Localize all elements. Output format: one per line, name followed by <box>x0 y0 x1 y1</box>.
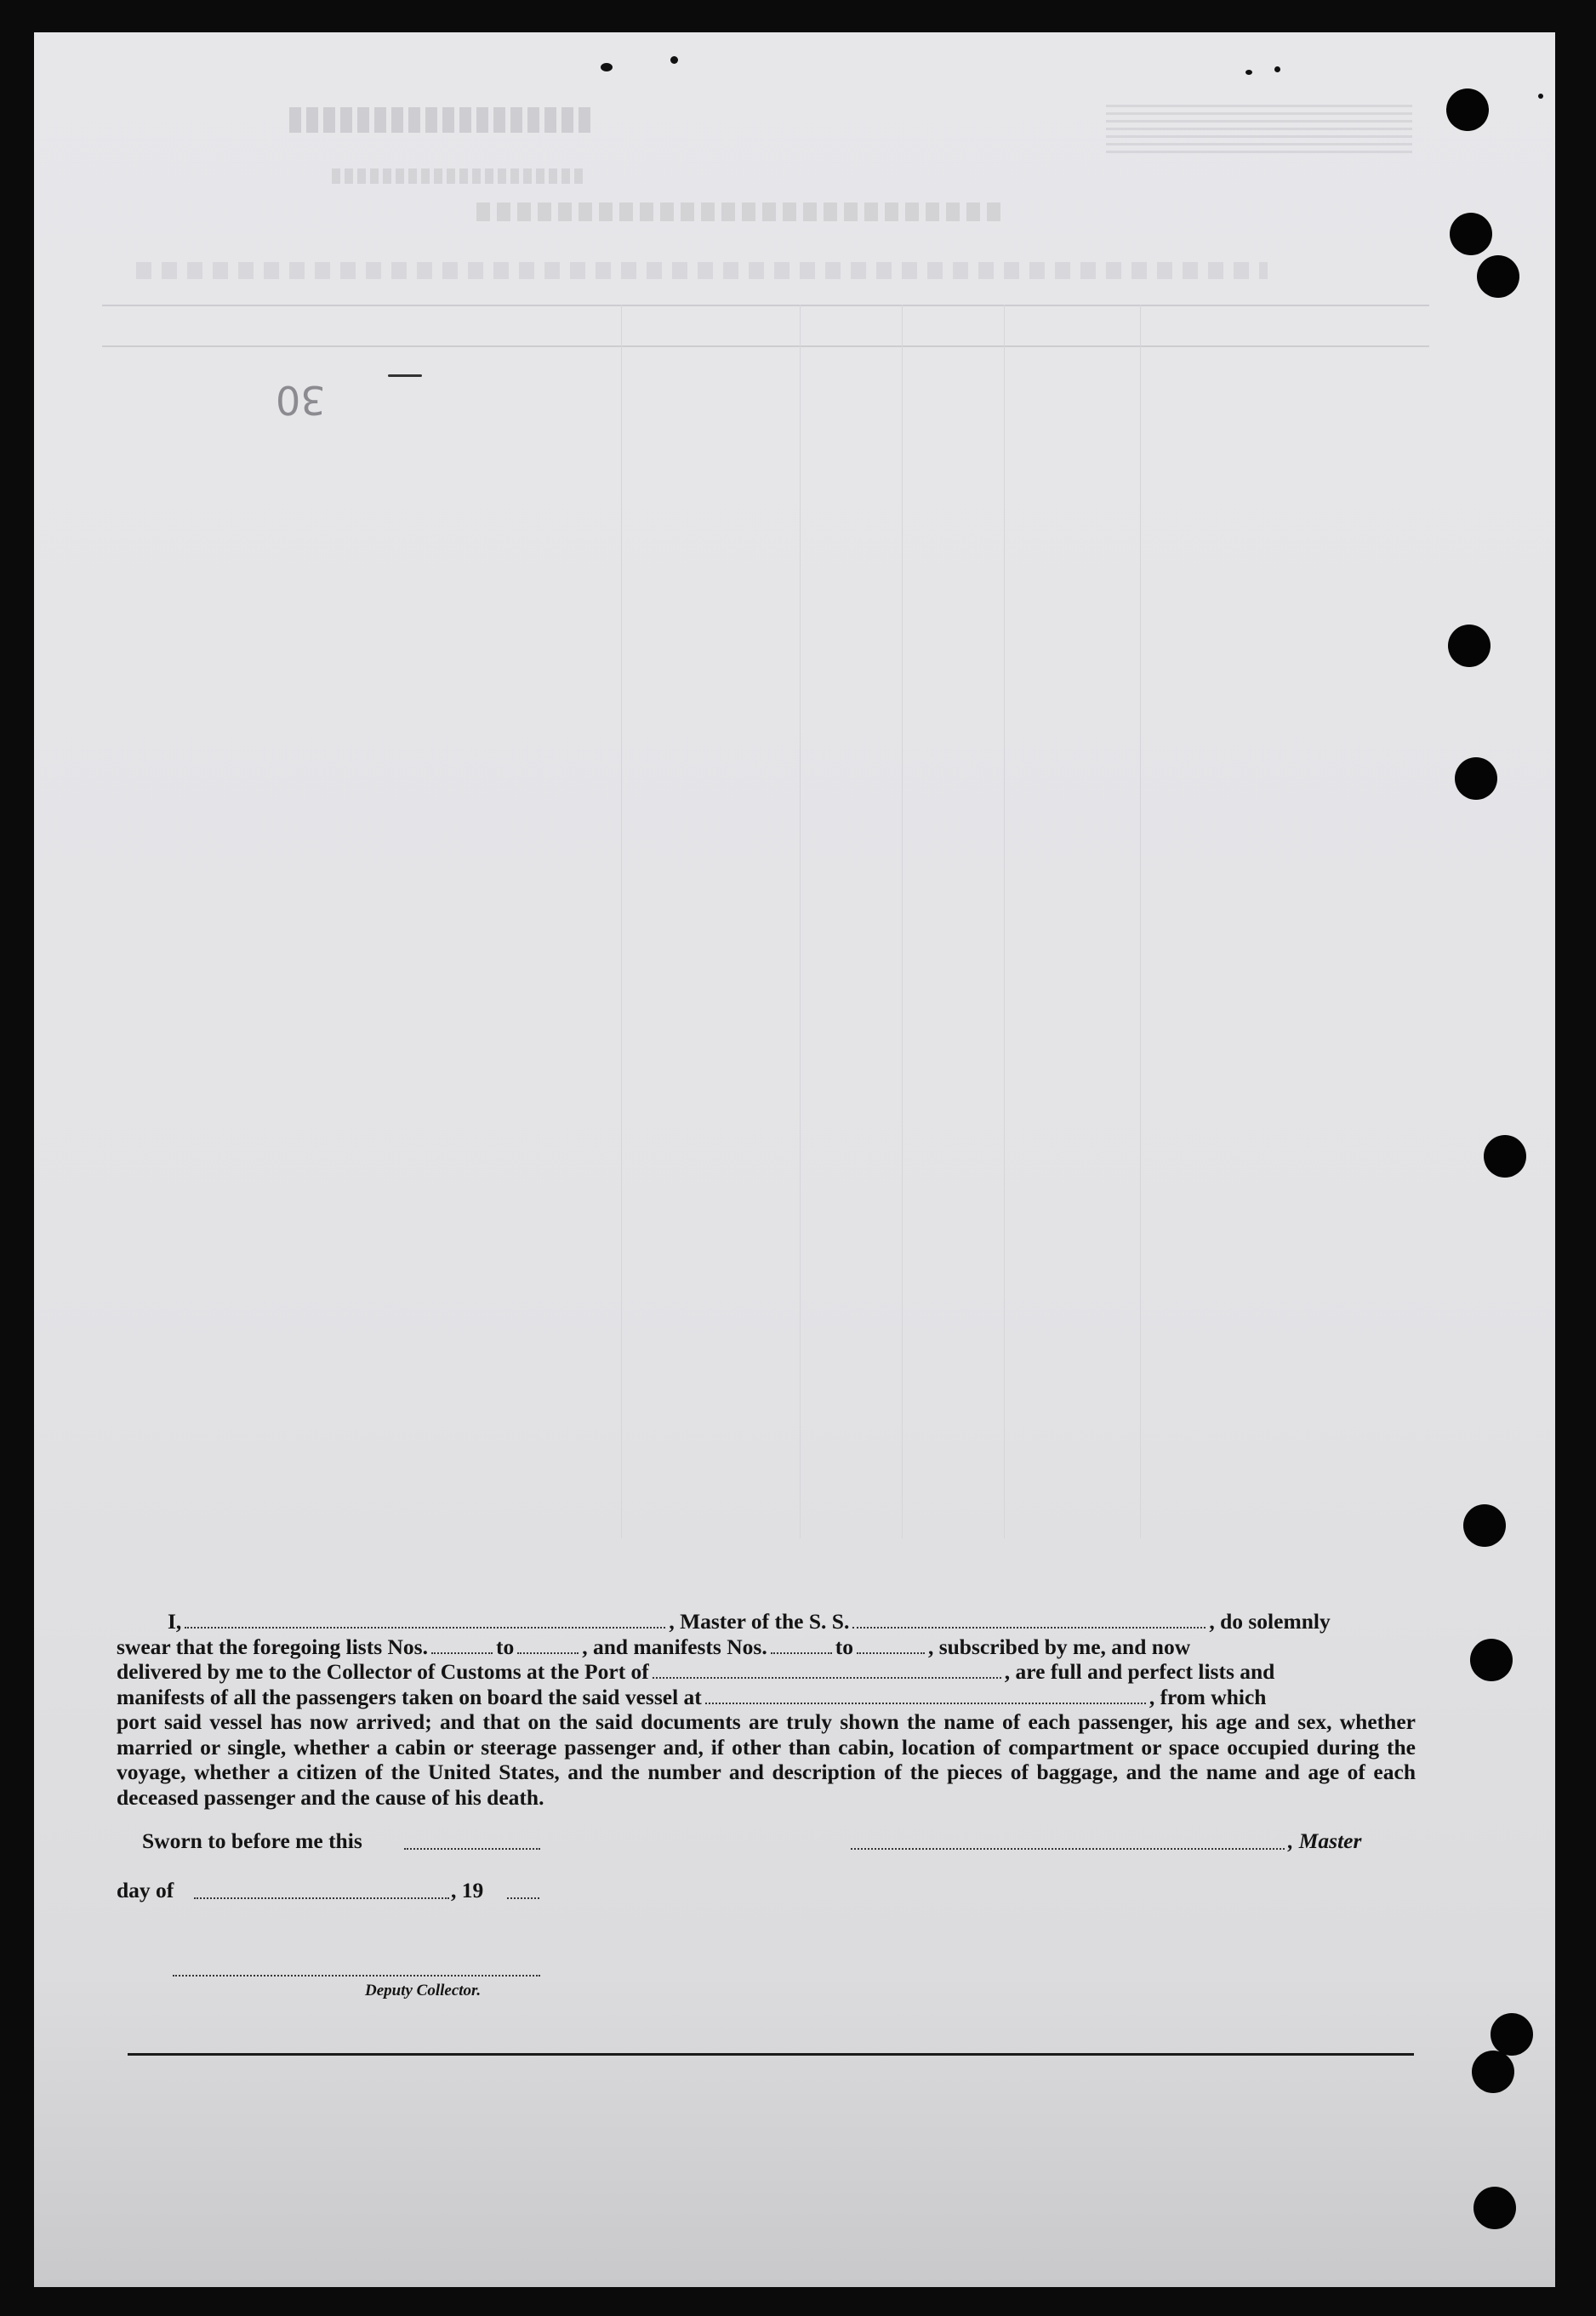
oath-swear: swear that the foregoing lists Nos. <box>117 1634 428 1659</box>
list-from-blank <box>431 1635 493 1654</box>
bleed-through-subheading <box>332 168 587 184</box>
bleed-through-line <box>136 262 1268 279</box>
sworn-day-blank <box>404 1848 540 1850</box>
master-label: , Master <box>1288 1828 1362 1853</box>
speck <box>1538 94 1543 99</box>
oath-to-1: to <box>495 1634 515 1659</box>
punch-hole <box>1448 625 1491 667</box>
punch-hole <box>1455 757 1497 800</box>
master-signature-blank <box>851 1848 1285 1850</box>
year-label: , 19 <box>451 1878 484 1902</box>
bleed-through-heading <box>289 107 596 133</box>
oath-master-of-ss: , Master of the S. S. <box>669 1609 850 1634</box>
bleed-through-column <box>621 305 622 1538</box>
speck <box>1245 70 1252 75</box>
deputy-collector-label: Deputy Collector. <box>365 1982 482 1999</box>
bleed-through-column <box>902 305 903 1538</box>
speck <box>670 56 678 64</box>
bleed-through-line <box>476 203 1004 221</box>
sworn-label: Sworn to before me this <box>142 1828 362 1853</box>
punch-hole <box>1472 2051 1514 2093</box>
port-blank <box>653 1660 1001 1679</box>
oath-do-solemnly: , do solemnly <box>1209 1609 1331 1634</box>
punch-hole <box>1450 213 1492 255</box>
punch-hole <box>1463 1504 1506 1547</box>
bleed-through-line <box>1106 105 1412 156</box>
punch-hole <box>1477 255 1519 298</box>
punch-hole <box>1446 88 1489 131</box>
oath-delivered: delivered by me to the Collector of Customs at the Port of <box>117 1659 649 1684</box>
punch-hole <box>1473 2187 1516 2229</box>
month-blank <box>194 1897 449 1899</box>
speck <box>1274 66 1280 72</box>
punch-hole <box>1484 1135 1526 1178</box>
speck <box>601 63 613 71</box>
bleed-through-column <box>1004 305 1005 1538</box>
day-of-label: day of <box>117 1878 174 1902</box>
oath-subscribed: , subscribed by me, and now <box>927 1634 1191 1659</box>
bleed-through-rule <box>102 305 1429 306</box>
departure-port-blank <box>705 1686 1146 1704</box>
year-blank <box>507 1897 539 1899</box>
bleed-through-column <box>800 305 801 1538</box>
manifest-from-blank <box>771 1635 832 1654</box>
oath-from-which: , from which <box>1149 1684 1267 1709</box>
oath-and-manifests: , and manifests Nos. <box>582 1634 767 1659</box>
speck <box>388 374 422 377</box>
bleed-through-column <box>1140 305 1141 1538</box>
punch-hole <box>1470 1639 1513 1681</box>
deputy-signature-blank <box>173 1975 540 1977</box>
manifest-to-blank <box>857 1635 925 1654</box>
oath-to-2: to <box>835 1634 853 1659</box>
bleed-through-rule <box>102 345 1429 347</box>
list-to-blank <box>517 1635 579 1654</box>
oath-paragraph <box>117 1609 1416 1810</box>
oath-full-perfect: , are full and perfect lists and <box>1004 1659 1275 1684</box>
document-page <box>34 32 1555 2287</box>
oath-manifests-all: manifests of all the passengers taken on board the said vessel at <box>117 1684 702 1709</box>
margin-note: 30 <box>276 377 326 423</box>
punch-hole <box>1491 2013 1533 2056</box>
oath-rest: port said vessel has now arrived; and that on the said documents are truly shown the name of each passenger, his age and sex, whether married or single, whether a cabin or steerage passenger and, if other than cabin, location of compartment or space occupied during the voyage, whether a citizen of the United States, and the number and description of the pieces of baggage, and the name and age of each deceased passenger and the cause of his death. <box>117 1709 1416 1810</box>
vessel-blank <box>852 1610 1206 1629</box>
name-blank <box>185 1610 665 1629</box>
bottom-rule <box>128 2053 1414 2056</box>
oath-i: I, <box>168 1609 182 1634</box>
